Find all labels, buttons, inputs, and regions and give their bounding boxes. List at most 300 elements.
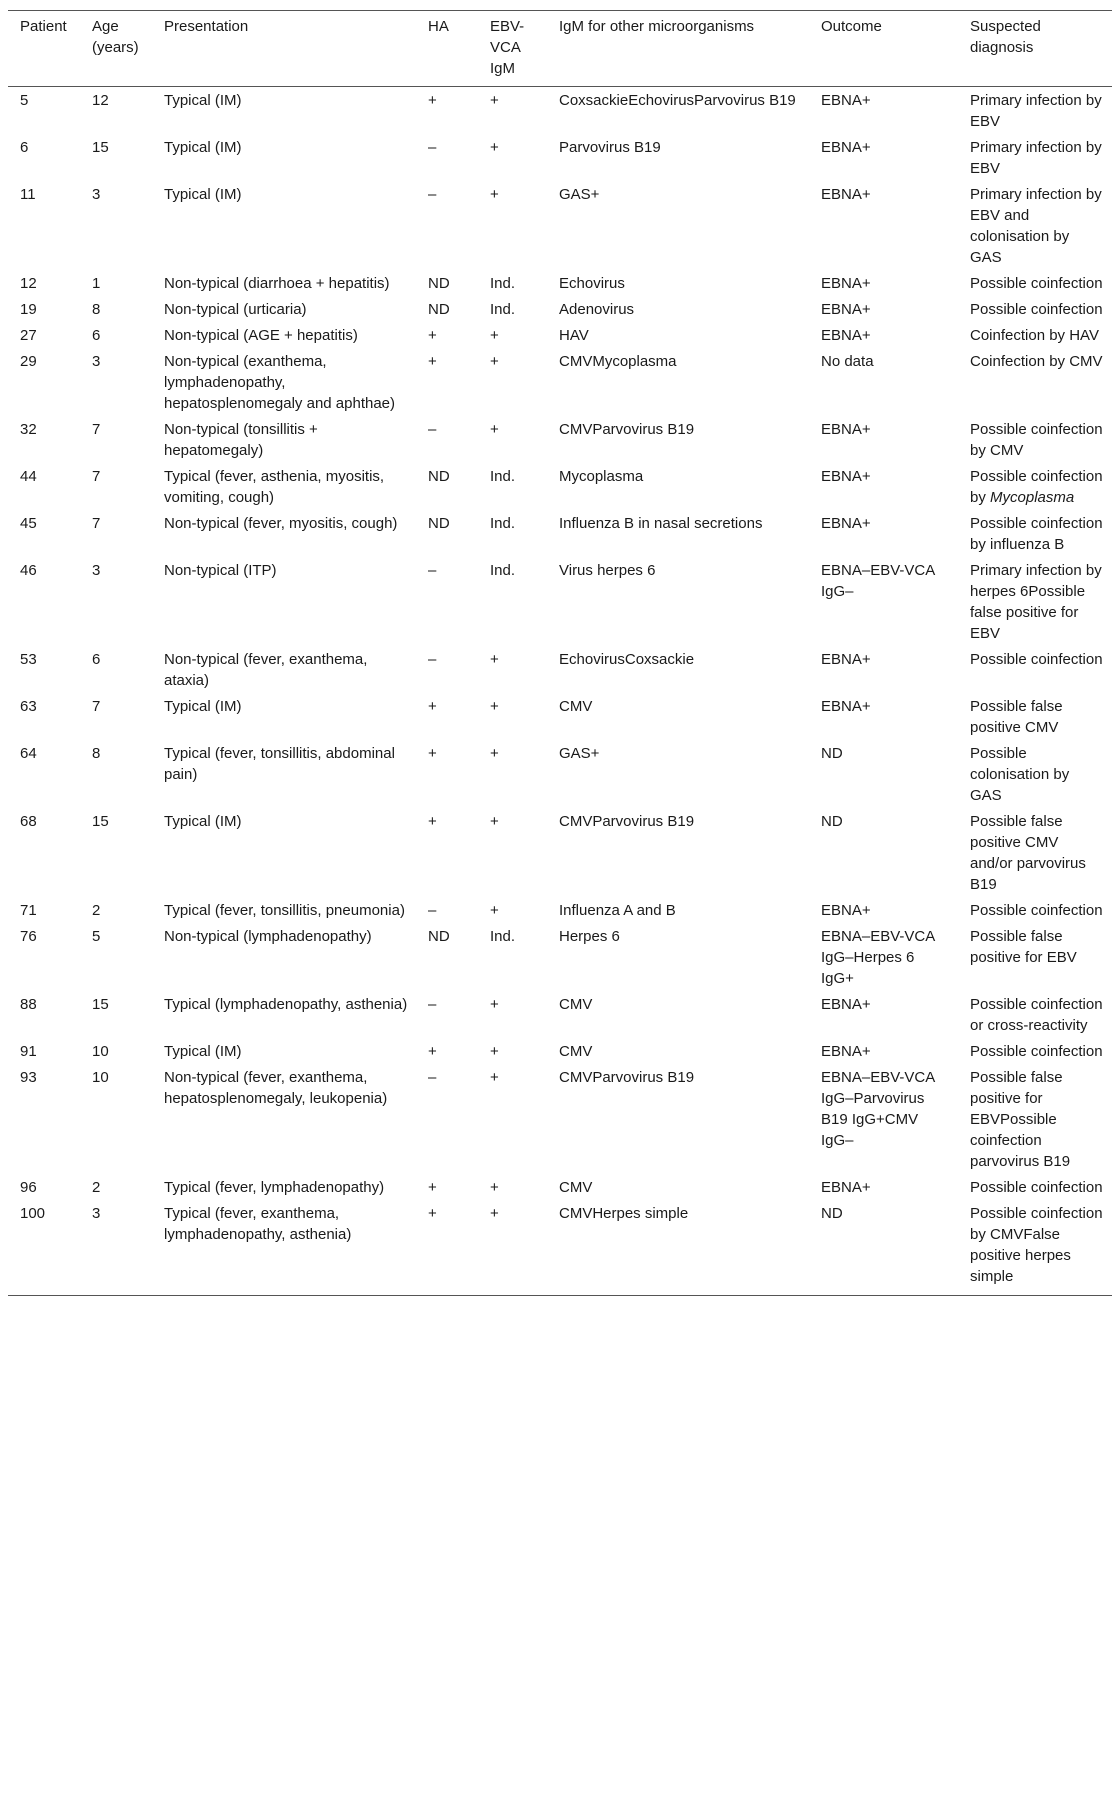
cell-text: EBNA+ — [821, 515, 871, 532]
cell-text: Non-typical (fever, exanthema, ataxia) — [164, 651, 368, 689]
cell-text: Typical (IM) — [164, 698, 242, 715]
table-row — [8, 270, 1112, 296]
header-age: Age (years) — [80, 11, 152, 87]
cell-outcome — [809, 348, 958, 416]
cell-suspected-diagnosis — [958, 463, 1112, 510]
cell-outcome — [809, 134, 958, 181]
cell-text: 44 — [20, 468, 37, 485]
cell-age — [80, 1174, 152, 1200]
table-row — [8, 991, 1112, 1038]
cell-text: 53 — [20, 651, 37, 668]
cell-text: Possible coinfection or cross-reactivity — [970, 996, 1103, 1034]
cell-igm-other — [547, 181, 809, 270]
cell-presentation — [152, 416, 416, 463]
table-row — [8, 416, 1112, 463]
cell-text: + — [490, 1205, 499, 1222]
cell-ebv-vca-igm — [478, 348, 547, 416]
cell-patient — [8, 510, 80, 557]
cell-text: ND — [821, 745, 843, 762]
cell-igm-other — [547, 416, 809, 463]
table-row — [8, 296, 1112, 322]
cell-text: Possible coinfection — [970, 1179, 1103, 1196]
cell-text: 2 — [92, 902, 101, 919]
cell-igm-other — [547, 510, 809, 557]
table-row — [8, 181, 1112, 270]
cell-ebv-vca-igm — [478, 740, 547, 808]
cell-ha — [416, 1038, 478, 1064]
cell-text: Possible coinfection — [970, 1043, 1103, 1060]
table-row — [8, 463, 1112, 510]
cell-text: CMVParvovirus B19 — [559, 1069, 695, 1086]
cell-text: + — [490, 651, 499, 668]
table-body — [8, 87, 1112, 1296]
cell-text: No data — [821, 353, 874, 370]
cell-ebv-vca-igm — [478, 557, 547, 646]
cell-text: Possible coinfection by CMVFalse positive herpes simple — [970, 1205, 1103, 1285]
cell-text: Typical (fever, exanthema, lymphadenopathy, asthenia) — [164, 1205, 352, 1243]
cell-text: Possible false positive CMV — [970, 698, 1063, 736]
cell-age — [80, 134, 152, 181]
cell-text: Coinfection by HAV — [970, 327, 1099, 344]
cell-age — [80, 181, 152, 270]
cell-text: 15 — [92, 139, 109, 156]
cell-age — [80, 557, 152, 646]
cell-text: 7 — [92, 468, 101, 485]
cell-text: Possible false positive CMV and/or parvovirus B19 — [970, 813, 1086, 893]
cell-text: 3 — [92, 353, 101, 370]
cell-text: Typical (IM) — [164, 139, 242, 156]
cell-outcome — [809, 808, 958, 897]
cell-text: EBNA–EBV-VCA IgG– — [821, 562, 935, 600]
header-ebv-vca-igm: EBV-VCA IgM — [478, 11, 547, 87]
cell-text: 100 — [20, 1205, 46, 1222]
cell-text: Non-typical (AGE + hepatitis) — [164, 327, 358, 344]
cell-text: EBNA+ — [821, 139, 871, 156]
cell-presentation — [152, 134, 416, 181]
cell-text: 10 — [92, 1043, 109, 1060]
table-row — [8, 693, 1112, 740]
table-row — [8, 134, 1112, 181]
cell-patient — [8, 348, 80, 416]
cell-suspected-diagnosis — [958, 1038, 1112, 1064]
cell-text: 12 — [20, 275, 37, 292]
cell-outcome — [809, 296, 958, 322]
cell-text: EBNA–EBV-VCA IgG–Parvovirus B19 IgG+CMV IgG– — [821, 1069, 935, 1149]
cell-presentation — [152, 923, 416, 991]
cell-text: 68 — [20, 813, 37, 830]
table-row — [8, 322, 1112, 348]
cell-igm-other — [547, 991, 809, 1038]
cell-text: Possible colonisation by GAS — [970, 745, 1070, 804]
cell-text: Non-typical (ITP) — [164, 562, 277, 579]
cell-suspected-diagnosis — [958, 510, 1112, 557]
cell-ebv-vca-igm — [478, 134, 547, 181]
cell-presentation — [152, 646, 416, 693]
cell-text: Typical (fever, tonsillitis, abdominal pain) — [164, 745, 395, 783]
cell-text: + — [490, 745, 499, 762]
cell-presentation — [152, 991, 416, 1038]
cell-text: + — [428, 92, 437, 109]
header-presentation: Presentation — [152, 11, 416, 87]
cell-text: 6 — [92, 327, 101, 344]
results-table — [8, 10, 1112, 1296]
cell-suspected-diagnosis — [958, 322, 1112, 348]
cell-patient — [8, 1038, 80, 1064]
cell-text: Possible coinfection by — [970, 468, 1103, 506]
cell-outcome — [809, 270, 958, 296]
cell-ebv-vca-igm — [478, 510, 547, 557]
cell-suspected-diagnosis — [958, 897, 1112, 923]
cell-text: EchovirusCoxsackie — [559, 651, 695, 668]
cell-text: EBNA+ — [821, 996, 871, 1013]
cell-text: + — [428, 1043, 437, 1060]
cell-presentation — [152, 322, 416, 348]
cell-text: Possible false positive for EBVPossible coinfection parvovirus B19 — [970, 1069, 1071, 1170]
cell-age — [80, 322, 152, 348]
cell-text: – — [428, 651, 437, 668]
cell-text: Non-typical (fever, exanthema, hepatosplenomegaly, leukopenia) — [164, 1069, 388, 1107]
cell-text: Influenza A and B — [559, 902, 676, 919]
cell-text: Typical (IM) — [164, 92, 242, 109]
cell-text: Typical (fever, asthenia, myositis, vomiting, cough) — [164, 468, 385, 506]
cell-ha — [416, 87, 478, 135]
cell-text: Possible coinfection — [970, 651, 1103, 668]
cell-text: Coinfection by CMV — [970, 353, 1103, 370]
cell-ha — [416, 322, 478, 348]
cell-patient — [8, 1174, 80, 1200]
cell-text: CMV — [559, 996, 593, 1013]
cell-igm-other — [547, 808, 809, 897]
cell-text: EBNA–EBV-VCA IgG–Herpes 6 IgG+ — [821, 928, 935, 987]
cell-text: Non-typical (tonsillitis + hepatomegaly) — [164, 421, 318, 459]
header-outcome: Outcome — [809, 11, 958, 87]
cell-outcome — [809, 510, 958, 557]
cell-presentation — [152, 87, 416, 135]
cell-text: CMVParvovirus B19 — [559, 813, 695, 830]
cell-text: – — [428, 139, 437, 156]
cell-suspected-diagnosis — [958, 923, 1112, 991]
cell-text: + — [428, 327, 437, 344]
cell-text: 7 — [92, 698, 101, 715]
cell-ha — [416, 646, 478, 693]
cell-ha — [416, 991, 478, 1038]
cell-text: + — [490, 139, 499, 156]
cell-text: + — [490, 996, 499, 1013]
cell-age — [80, 348, 152, 416]
cell-text: Echovirus — [559, 275, 625, 292]
table-row — [8, 740, 1112, 808]
cell-suspected-diagnosis — [958, 270, 1112, 296]
cell-text: + — [490, 813, 499, 830]
cell-text: Primary infection by EBV — [970, 139, 1102, 177]
cell-presentation — [152, 348, 416, 416]
cell-outcome — [809, 740, 958, 808]
cell-text: – — [428, 421, 437, 438]
cell-igm-other — [547, 740, 809, 808]
cell-ha — [416, 923, 478, 991]
cell-outcome — [809, 181, 958, 270]
cell-age — [80, 463, 152, 510]
cell-text: Ind. — [490, 301, 516, 318]
table-row — [8, 1174, 1112, 1200]
cell-age — [80, 1064, 152, 1174]
cell-text: 3 — [92, 1205, 101, 1222]
cell-ebv-vca-igm — [478, 1174, 547, 1200]
cell-suspected-diagnosis — [958, 646, 1112, 693]
cell-ebv-vca-igm — [478, 693, 547, 740]
cell-ha — [416, 416, 478, 463]
cell-text: EBNA+ — [821, 902, 871, 919]
header-ha: HA — [416, 11, 478, 87]
cell-text: CoxsackieEchovirusParvovirus B19 — [559, 92, 796, 109]
cell-age — [80, 693, 152, 740]
cell-patient — [8, 1064, 80, 1174]
cell-outcome — [809, 557, 958, 646]
cell-ebv-vca-igm — [478, 87, 547, 135]
cell-presentation — [152, 897, 416, 923]
cell-outcome — [809, 1038, 958, 1064]
cell-text: EBNA+ — [821, 275, 871, 292]
cell-text: Typical (fever, tonsillitis, pneumonia) — [164, 902, 405, 919]
cell-suspected-diagnosis — [958, 1174, 1112, 1200]
cell-patient — [8, 991, 80, 1038]
cell-ha — [416, 270, 478, 296]
table-header — [8, 11, 1112, 87]
cell-age — [80, 808, 152, 897]
cell-text: – — [428, 996, 437, 1013]
cell-igm-other — [547, 270, 809, 296]
cell-text: + — [490, 902, 499, 919]
cell-text: EBNA+ — [821, 1179, 871, 1196]
cell-ha — [416, 348, 478, 416]
cell-text: Possible coinfection by CMV — [970, 421, 1103, 459]
cell-text: + — [490, 327, 499, 344]
cell-presentation — [152, 510, 416, 557]
cell-text: 5 — [20, 92, 29, 109]
cell-patient — [8, 134, 80, 181]
cell-suspected-diagnosis — [958, 693, 1112, 740]
table-row — [8, 87, 1112, 135]
cell-text: 27 — [20, 327, 37, 344]
cell-suspected-diagnosis — [958, 348, 1112, 416]
cell-text: Primary infection by herpes 6Possible false positive for EBV — [970, 562, 1102, 642]
cell-ha — [416, 740, 478, 808]
header-suspected-diagnosis: Suspected diagnosis — [958, 11, 1112, 87]
cell-text: 7 — [92, 515, 101, 532]
cell-ha — [416, 296, 478, 322]
cell-suspected-diagnosis — [958, 1064, 1112, 1174]
cell-ebv-vca-igm — [478, 322, 547, 348]
cell-text: GAS+ — [559, 745, 600, 762]
cell-ebv-vca-igm — [478, 808, 547, 897]
cell-text: Virus herpes 6 — [559, 562, 656, 579]
cell-text: 76 — [20, 928, 37, 945]
cell-patient — [8, 181, 80, 270]
cell-text: Ind. — [490, 275, 516, 292]
cell-text: 7 — [92, 421, 101, 438]
cell-suspected-diagnosis — [958, 1200, 1112, 1296]
cell-text: EBNA+ — [821, 327, 871, 344]
cell-text: ND — [428, 301, 450, 318]
cell-outcome — [809, 897, 958, 923]
cell-text: 6 — [92, 651, 101, 668]
cell-igm-other — [547, 897, 809, 923]
cell-patient — [8, 270, 80, 296]
cell-text: – — [428, 902, 437, 919]
cell-text: 29 — [20, 353, 37, 370]
cell-age — [80, 897, 152, 923]
table-row — [8, 1200, 1112, 1296]
cell-presentation — [152, 808, 416, 897]
cell-text: 93 — [20, 1069, 37, 1086]
cell-text: ND — [821, 813, 843, 830]
cell-age — [80, 1200, 152, 1296]
cell-ebv-vca-igm — [478, 991, 547, 1038]
cell-text: + — [428, 1205, 437, 1222]
cell-text: Non-typical (lymphadenopathy) — [164, 928, 372, 945]
cell-text: EBNA+ — [821, 468, 871, 485]
cell-igm-other — [547, 134, 809, 181]
cell-text: + — [490, 1179, 499, 1196]
cell-ha — [416, 463, 478, 510]
cell-patient — [8, 322, 80, 348]
cell-igm-other — [547, 348, 809, 416]
cell-presentation — [152, 181, 416, 270]
cell-age — [80, 296, 152, 322]
cell-outcome — [809, 1064, 958, 1174]
cell-text: CMVHerpes simple — [559, 1205, 689, 1222]
header-row — [8, 11, 1112, 87]
cell-igm-other — [547, 557, 809, 646]
cell-outcome — [809, 1174, 958, 1200]
table-row — [8, 1064, 1112, 1174]
cell-text: 10 — [92, 1069, 109, 1086]
cell-text: 64 — [20, 745, 37, 762]
cell-text: 2 — [92, 1179, 101, 1196]
cell-age — [80, 991, 152, 1038]
cell-presentation — [152, 1174, 416, 1200]
cell-text: Non-typical (diarrhoea + hepatitis) — [164, 275, 390, 292]
cell-ha — [416, 693, 478, 740]
cell-text: EBNA+ — [821, 92, 871, 109]
cell-text: ND — [821, 1205, 843, 1222]
table-row — [8, 646, 1112, 693]
cell-text: Non-typical (exanthema, lymphadenopathy, hepatosplenomegaly and aphthae) — [164, 353, 396, 412]
cell-patient — [8, 923, 80, 991]
cell-text: + — [428, 745, 437, 762]
cell-text: Primary infection by EBV and colonisation by GAS — [970, 186, 1102, 266]
cell-text: Typical (IM) — [164, 186, 242, 203]
cell-text: 3 — [92, 562, 101, 579]
cell-ha — [416, 1200, 478, 1296]
cell-text: 11 — [20, 186, 36, 203]
cell-text: Ind. — [490, 562, 516, 579]
cell-text: 8 — [92, 301, 101, 318]
cell-ebv-vca-igm — [478, 897, 547, 923]
cell-text: HAV — [559, 327, 589, 344]
cell-text: Non-typical (urticaria) — [164, 301, 307, 318]
cell-text: 1 — [92, 275, 101, 292]
cell-age — [80, 416, 152, 463]
cell-ha — [416, 1064, 478, 1174]
cell-text: + — [428, 353, 437, 370]
cell-ebv-vca-igm — [478, 270, 547, 296]
cell-text: EBNA+ — [821, 301, 871, 318]
cell-text: Possible false positive for EBV — [970, 928, 1077, 966]
cell-text: CMV — [559, 1043, 593, 1060]
cell-text: 46 — [20, 562, 37, 579]
cell-patient — [8, 1200, 80, 1296]
cell-text: 15 — [92, 813, 109, 830]
cell-presentation — [152, 1038, 416, 1064]
cell-text: ND — [428, 275, 450, 292]
cell-outcome — [809, 87, 958, 135]
cell-text: + — [490, 92, 499, 109]
cell-outcome — [809, 646, 958, 693]
cell-igm-other — [547, 296, 809, 322]
cell-outcome — [809, 463, 958, 510]
cell-igm-other — [547, 1174, 809, 1200]
cell-igm-other — [547, 693, 809, 740]
cell-text: 88 — [20, 996, 37, 1013]
cell-patient — [8, 87, 80, 135]
cell-ebv-vca-igm — [478, 296, 547, 322]
cell-suspected-diagnosis — [958, 87, 1112, 135]
cell-text: Possible coinfection — [970, 902, 1103, 919]
cell-presentation — [152, 1200, 416, 1296]
cell-ha — [416, 1174, 478, 1200]
cell-suspected-diagnosis — [958, 296, 1112, 322]
cell-age — [80, 270, 152, 296]
cell-igm-other — [547, 322, 809, 348]
cell-text: Possible coinfection — [970, 275, 1103, 292]
cell-presentation — [152, 557, 416, 646]
table-container — [8, 10, 1112, 1296]
cell-text: + — [428, 1179, 437, 1196]
cell-presentation — [152, 463, 416, 510]
cell-ebv-vca-igm — [478, 1064, 547, 1174]
cell-presentation — [152, 270, 416, 296]
table-row — [8, 1038, 1112, 1064]
cell-patient — [8, 416, 80, 463]
cell-igm-other — [547, 1200, 809, 1296]
cell-text: Typical (lymphadenopathy, asthenia) — [164, 996, 408, 1013]
cell-age — [80, 923, 152, 991]
cell-ha — [416, 557, 478, 646]
cell-text: – — [428, 562, 437, 579]
cell-suspected-diagnosis — [958, 181, 1112, 270]
cell-text: Influenza B in nasal secretions — [559, 515, 763, 532]
cell-text: Typical (fever, lymphadenopathy) — [164, 1179, 385, 1196]
cell-outcome — [809, 1200, 958, 1296]
cell-age — [80, 1038, 152, 1064]
cell-ha — [416, 897, 478, 923]
cell-text: – — [428, 186, 437, 203]
cell-suspected-diagnosis — [958, 991, 1112, 1038]
cell-text: EBNA+ — [821, 651, 871, 668]
cell-outcome — [809, 923, 958, 991]
cell-patient — [8, 646, 80, 693]
cell-age — [80, 510, 152, 557]
cell-text: 6 — [20, 139, 29, 156]
cell-text: ND — [428, 515, 450, 532]
cell-text: ND — [428, 928, 450, 945]
cell-text: CMV — [559, 1179, 593, 1196]
cell-ha — [416, 134, 478, 181]
cell-text: EBNA+ — [821, 421, 871, 438]
cell-text: + — [490, 698, 499, 715]
cell-text: Non-typical (fever, myositis, cough) — [164, 515, 398, 532]
